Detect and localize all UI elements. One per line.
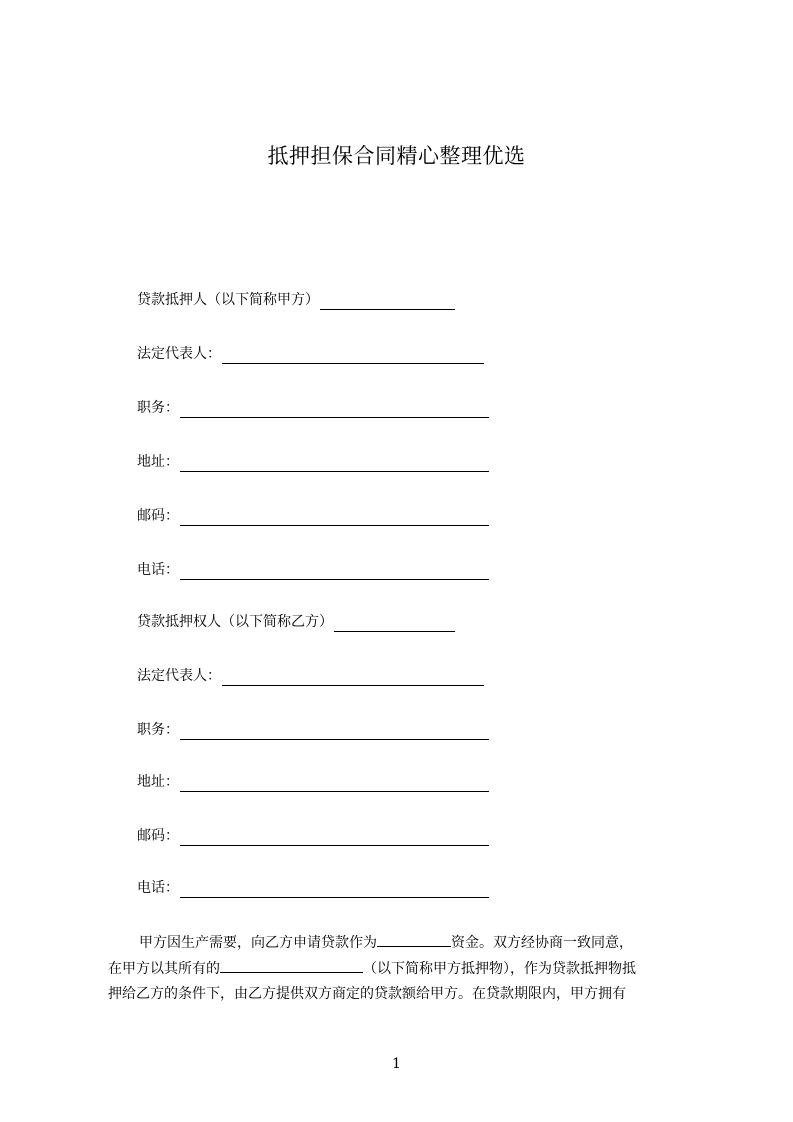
party-b-phone-blank bbox=[180, 883, 489, 898]
party-a-address-blank bbox=[180, 457, 489, 472]
body-line-3 bbox=[108, 984, 626, 1004]
body-line-2-start: 在甲方以其所有的 bbox=[108, 961, 220, 977]
party-b-heading-field bbox=[137, 612, 455, 632]
party-b-representative-field bbox=[137, 666, 484, 686]
party-b-address-blank bbox=[180, 777, 489, 792]
body-line-3-text: 押给乙方的条件下，由乙方提供双方商定的贷款额给甲方。在贷款期限内，甲方拥有 bbox=[108, 986, 626, 1002]
party-b-heading: 贷款抵押权人（以下简称乙方） bbox=[137, 614, 333, 630]
party-b-postcode-field bbox=[137, 826, 489, 846]
party-a-heading-field bbox=[137, 290, 455, 310]
body-line-2 bbox=[108, 958, 636, 979]
party-b-phone-field bbox=[137, 878, 489, 898]
party-a-position-label: 职务： bbox=[137, 400, 179, 416]
collateral-blank bbox=[220, 958, 363, 973]
party-b-name-blank bbox=[334, 617, 455, 632]
party-b-position-blank bbox=[180, 725, 489, 740]
party-a-address-label: 地址： bbox=[137, 454, 179, 470]
party-a-postcode-label: 邮码： bbox=[137, 508, 179, 524]
party-a-position-field bbox=[137, 398, 489, 418]
party-a-postcode-blank bbox=[180, 511, 489, 526]
party-b-address-field bbox=[137, 772, 489, 792]
party-b-postcode-blank bbox=[180, 831, 489, 846]
body-line-1-start: 甲方因生产需要，向乙方申请贷款作为 bbox=[139, 935, 377, 951]
party-a-representative-field bbox=[137, 344, 484, 364]
body-line-1-end: 资金。双方经协商一致同意， bbox=[451, 935, 633, 951]
party-b-position-field bbox=[137, 720, 489, 740]
page-number: 1 bbox=[392, 1056, 401, 1072]
party-b-representative-label: 法定代表人： bbox=[137, 668, 221, 684]
party-a-name-blank bbox=[320, 295, 455, 310]
document-title: 抵押担保合同精心整理优选 bbox=[267, 144, 526, 168]
fund-purpose-blank bbox=[377, 932, 451, 947]
body-line-1 bbox=[139, 932, 633, 953]
party-a-representative-blank bbox=[222, 349, 484, 364]
party-a-heading: 贷款抵押人（以下简称甲方） bbox=[137, 292, 319, 308]
party-b-phone-label: 电话： bbox=[137, 880, 179, 896]
party-a-phone-label: 电话： bbox=[137, 562, 179, 578]
party-a-phone-field bbox=[137, 560, 489, 580]
party-b-representative-blank bbox=[222, 671, 484, 686]
party-a-position-blank bbox=[180, 403, 489, 418]
party-a-postcode-field bbox=[137, 506, 489, 526]
party-b-postcode-label: 邮码： bbox=[137, 828, 179, 844]
party-a-representative-label: 法定代表人： bbox=[137, 346, 221, 362]
party-b-position-label: 职务： bbox=[137, 722, 179, 738]
party-a-address-field bbox=[137, 452, 489, 472]
body-line-2-end: （以下简称甲方抵押物），作为贷款抵押物抵 bbox=[363, 961, 636, 977]
party-b-address-label: 地址： bbox=[137, 774, 179, 790]
party-a-phone-blank bbox=[180, 565, 489, 580]
